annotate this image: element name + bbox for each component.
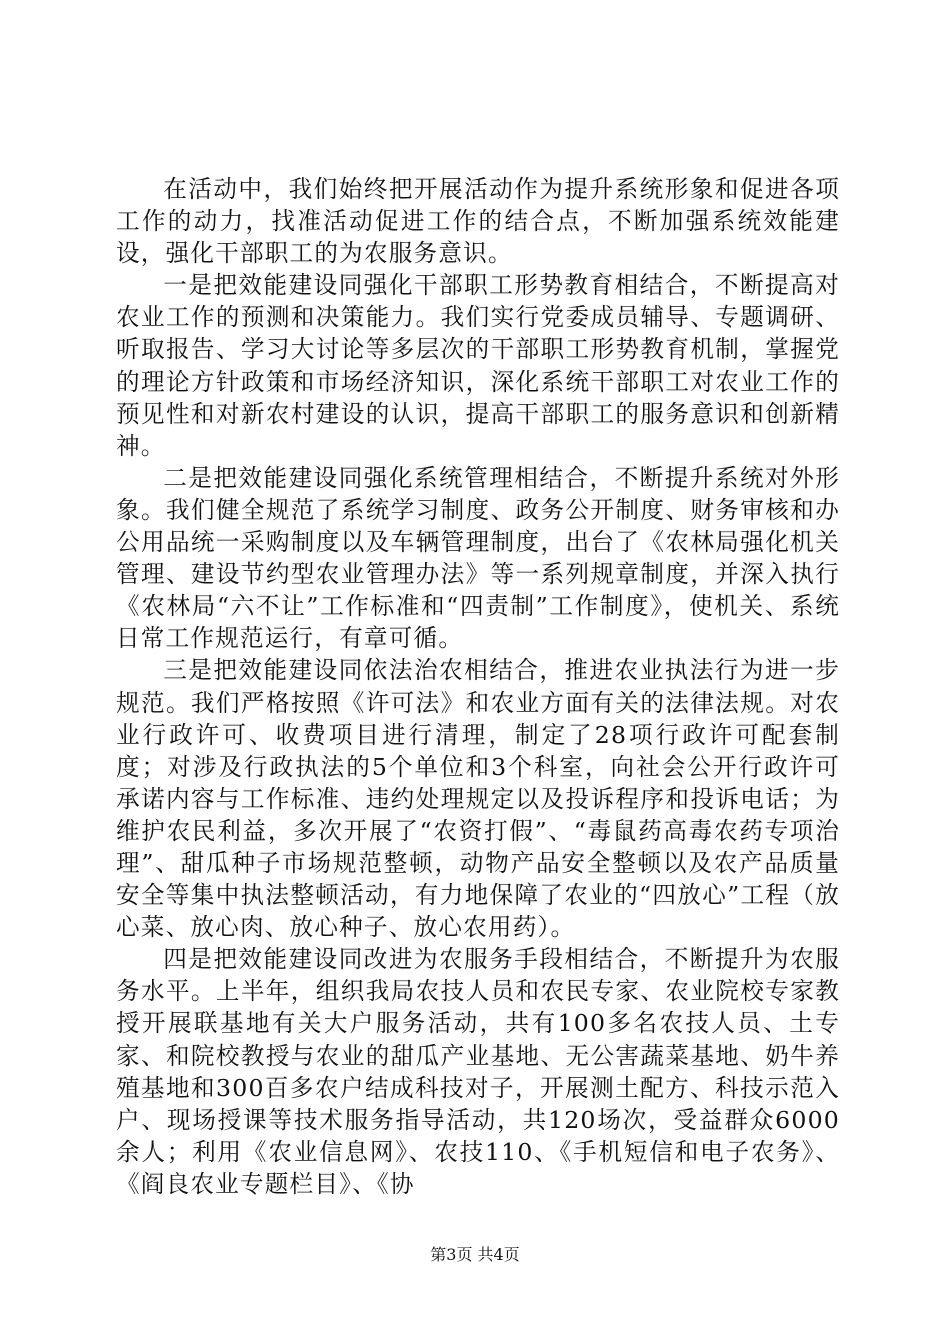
- page-number-footer: 第3页 共4页: [430, 1245, 520, 1264]
- paragraph-point-three: 三是把效能建设同依法治农相结合，推进农业执法行为进一步规范。我们严格按照《许可法》和农业方面有关的法律法规。对农业行政许可、收费项目进行清理，制定了28项行政许可配套制度；对涉及行政执法的5个单位和3个科室，向社会公开行政许可承诺内容与工作标准、违约处理规定以及投诉程序和投诉电话；为维护农民利益，多次开展了“农资打假”、“毒鼠药高毒农药专项治理”、甜瓜种子市场规范整顿，动物产品安全整顿以及农产品质量安全等集中执法整顿活动，有力地保障了农业的“四放心”工程（放心菜、放心肉、放心种子、放心农用药）。: [116, 656, 840, 942]
- paragraph-point-one: 一是把效能建设同强化干部职工形势教育相结合，不断提高对农业工作的预测和决策能力。我们实行党委成员辅导、专题调研、听取报告、学习大讨论等多层次的干部职工形势教育机制，掌握党的理论方针政策和市场经济知识，深化系统干部职工对农业工作的预见性和对新农村建设的认识，提高干部职工的服务意识和创新精神。: [116, 271, 840, 460]
- paragraph-intro: 在活动中，我们始终把开展活动作为提升系统形象和促进各项工作的动力，找准活动促进工作的结合点，不断加强系统效能建设，强化干部职工的为农服务意识。: [116, 175, 840, 268]
- document-body: [116, 173, 840, 1200]
- paragraph-point-two: 二是把效能建设同强化系统管理相结合，不断提升系统对外形象。我们健全规范了系统学习制度、政务公开制度、财务审核和办公用品统一采购制度以及车辆管理制度，出台了《农林局强化机关管理、建设节约型农业管理办法》等一系列规章制度，并深入执行《农林局“六不让”工作标准和“四责制”工作制度》，使机关、系统日常工作规范运行，有章可循。: [116, 463, 840, 653]
- paragraph-point-four: 四是把效能建设同改进为农服务手段相结合，不断提升为农服务水平。上半年，组织我局农技人员和农民专家、农业院校专家教授开展联基地有关大户服务活动，共有100多名农技人员、土专家、和院校教授与农业的甜瓜产业基地、无公害蔬菜基地、奶牛养殖基地和300百多农户结成科技对子，开展测土配方、科技示范入户、现场授课等技术服务指导活动，共120场次，受益群众6000余人；利用《农业信息网》、农技110、《手机短信和电子农务》、《阎良农业专题栏目》、《协: [116, 945, 840, 1198]
